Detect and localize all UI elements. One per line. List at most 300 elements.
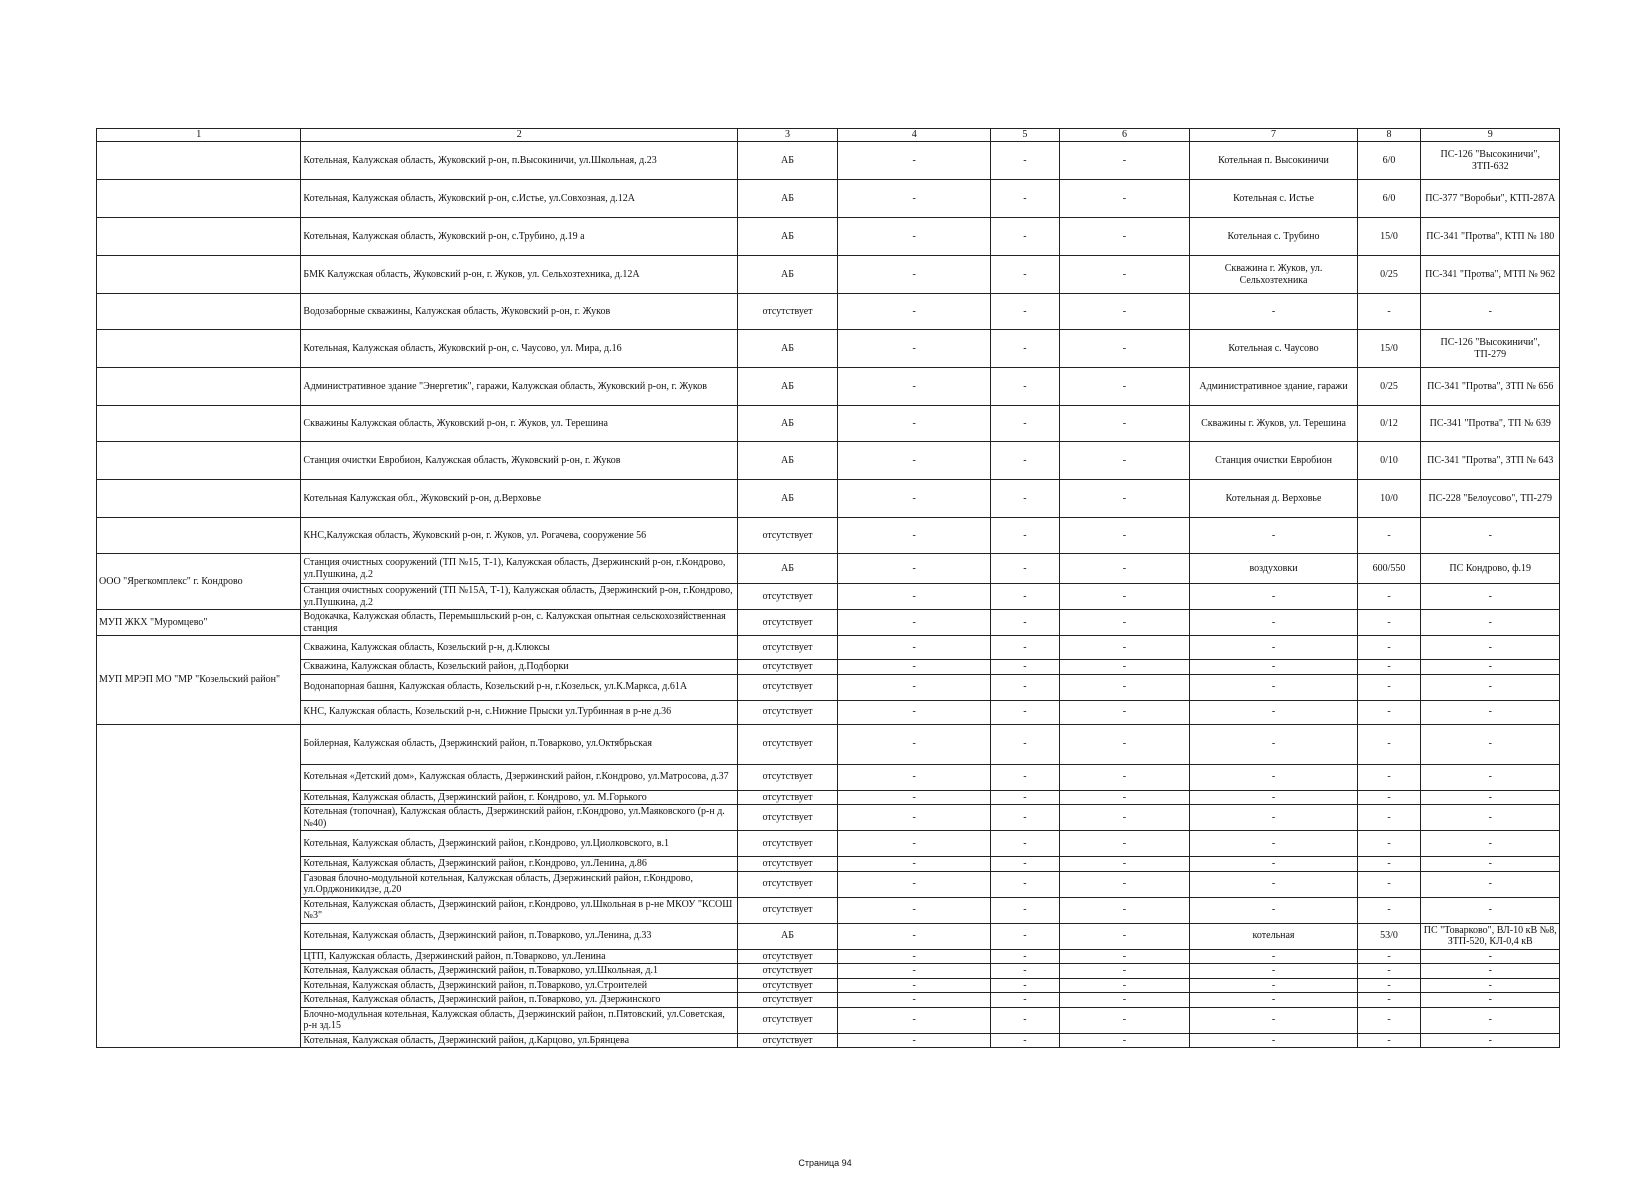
capacity-cell: -	[1357, 805, 1421, 831]
col5-cell: -	[991, 764, 1059, 790]
capacity-cell: 600/550	[1357, 554, 1421, 584]
col5-cell: -	[991, 1007, 1059, 1033]
substation-cell: -	[1421, 964, 1560, 979]
col4-cell: -	[838, 660, 991, 675]
col4-cell: -	[838, 993, 991, 1008]
col5-cell: -	[991, 554, 1059, 584]
substation-cell: ПС Кондрово, ф.19	[1421, 554, 1560, 584]
table-row	[97, 724, 1560, 764]
table-row	[97, 660, 1560, 675]
col4-cell: -	[838, 857, 991, 872]
consumer-cell: -	[1190, 897, 1357, 923]
substation-cell: -	[1421, 790, 1560, 805]
reserve-cell: отсутствует	[737, 897, 837, 923]
organization-cell	[97, 442, 301, 480]
col4-cell: -	[838, 700, 991, 724]
organization-cell: ООО "Ярегкомплекс" г. Кондрово	[97, 554, 301, 610]
col4-cell: -	[838, 871, 991, 897]
capacity-cell: -	[1357, 790, 1421, 805]
substation-cell: ПС-341 "Протва", ЗТП № 656	[1421, 368, 1560, 406]
capacity-cell: 0/25	[1357, 256, 1421, 294]
capacity-cell: -	[1357, 610, 1421, 636]
table-row	[97, 897, 1560, 923]
consumer-cell: -	[1190, 949, 1357, 964]
col5-cell: -	[991, 897, 1059, 923]
object-cell: Котельная, Калужская область, Жуковский р-он, п.Высокиничи, ул.Школьная, д.23	[301, 142, 738, 180]
reserve-cell: отсутствует	[737, 518, 837, 554]
col6-cell: -	[1059, 978, 1190, 993]
col4-cell: -	[838, 294, 991, 330]
organization-cell	[97, 294, 301, 330]
column-header: 4	[838, 129, 991, 142]
col5-cell: -	[991, 294, 1059, 330]
object-cell: Газовая блочно-модульной котельная, Калужская область, Дзержинский район, г.Кондрово, ул.Орджоникидзе, д.20	[301, 871, 738, 897]
col4-cell: -	[838, 1007, 991, 1033]
power-supply-table	[96, 128, 1560, 1048]
substation-cell: -	[1421, 831, 1560, 857]
column-header: 8	[1357, 129, 1421, 142]
object-cell: Котельная Калужская обл., Жуковский р-он, д.Верховье	[301, 480, 738, 518]
col5-cell: -	[991, 923, 1059, 949]
object-cell: Бойлерная, Калужская область, Дзержинский район, п.Товарково, ул.Октябрьская	[301, 724, 738, 764]
consumer-cell: -	[1190, 831, 1357, 857]
reserve-cell: АБ	[737, 923, 837, 949]
reserve-cell: отсутствует	[737, 993, 837, 1008]
organization-cell	[97, 406, 301, 442]
col6-cell: -	[1059, 368, 1190, 406]
capacity-cell: -	[1357, 1033, 1421, 1048]
object-cell: Котельная, Калужская область, Дзержинский район, г.Кондрово, ул.Циолковского, в.1	[301, 831, 738, 857]
capacity-cell: -	[1357, 518, 1421, 554]
col4-cell: -	[838, 805, 991, 831]
object-cell: Котельная, Калужская область, Дзержинский район, г. Кондрово, ул. М.Горького	[301, 790, 738, 805]
capacity-cell: -	[1357, 978, 1421, 993]
col4-cell: -	[838, 923, 991, 949]
capacity-cell: -	[1357, 1007, 1421, 1033]
substation-cell: -	[1421, 700, 1560, 724]
reserve-cell: АБ	[737, 218, 837, 256]
col6-cell: -	[1059, 330, 1190, 368]
object-cell: Котельная (топочная), Калужская область, Дзержинский район, г.Кондрово, ул.Маяковского (р-н д.№40)	[301, 805, 738, 831]
col6-cell: -	[1059, 949, 1190, 964]
object-cell: Котельная, Калужская область, Жуковский р-он, с.Истье, ул.Совхозная, д.12А	[301, 180, 738, 218]
substation-cell: -	[1421, 857, 1560, 872]
object-cell: Административное здание "Энергетик", гаражи, Калужская область, Жуковский р-он, г. Жуков	[301, 368, 738, 406]
col6-cell: -	[1059, 554, 1190, 584]
organization-cell	[97, 142, 301, 180]
col4-cell: -	[838, 584, 991, 610]
col4-cell: -	[838, 610, 991, 636]
organization-cell	[97, 256, 301, 294]
object-cell: Котельная, Калужская область, Дзержинский район, д.Карцово, ул.Брянцева	[301, 1033, 738, 1048]
organization-cell	[97, 330, 301, 368]
reserve-cell: отсутствует	[737, 294, 837, 330]
reserve-cell: отсутствует	[737, 964, 837, 979]
reserve-cell: АБ	[737, 406, 837, 442]
column-number-row	[97, 129, 1560, 142]
substation-cell: -	[1421, 1033, 1560, 1048]
object-cell: Котельная, Калужская область, Дзержинский район, п.Товарково, ул. Дзержинского	[301, 993, 738, 1008]
reserve-cell: отсутствует	[737, 700, 837, 724]
consumer-cell: -	[1190, 660, 1357, 675]
col5-cell: -	[991, 442, 1059, 480]
col5-cell: -	[991, 1033, 1059, 1048]
col6-cell: -	[1059, 294, 1190, 330]
col6-cell: -	[1059, 831, 1190, 857]
organization-cell	[97, 218, 301, 256]
column-header: 9	[1421, 129, 1560, 142]
col6-cell: -	[1059, 897, 1190, 923]
table-row	[97, 218, 1560, 256]
col6-cell: -	[1059, 256, 1190, 294]
organization-cell: МУП ЖКХ "Муромцево"	[97, 610, 301, 636]
table-row	[97, 964, 1560, 979]
consumer-cell: Котельная д. Верховье	[1190, 480, 1357, 518]
consumer-cell: -	[1190, 1033, 1357, 1048]
object-cell: Станция очистных сооружений (ТП №15, Т-1), Калужская область, Дзержинский р-он, г.Кондрово, ул.Пушкина, д.2	[301, 554, 738, 584]
consumer-cell: котельная	[1190, 923, 1357, 949]
table-row	[97, 480, 1560, 518]
capacity-cell: -	[1357, 700, 1421, 724]
reserve-cell: АБ	[737, 330, 837, 368]
capacity-cell: 53/0	[1357, 923, 1421, 949]
col5-cell: -	[991, 660, 1059, 675]
object-cell: Скважина, Калужская область, Козельский район, д.Подборки	[301, 660, 738, 675]
reserve-cell: отсутствует	[737, 636, 837, 660]
col6-cell: -	[1059, 610, 1190, 636]
table-row	[97, 790, 1560, 805]
col5-cell: -	[991, 674, 1059, 700]
reserve-cell: отсутствует	[737, 1033, 837, 1048]
table-row	[97, 1007, 1560, 1033]
substation-cell: -	[1421, 871, 1560, 897]
page-number: Страница 94	[798, 1158, 852, 1168]
consumer-cell: воздуховки	[1190, 554, 1357, 584]
table-row	[97, 1033, 1560, 1048]
table-row	[97, 636, 1560, 660]
reserve-cell: отсутствует	[737, 949, 837, 964]
column-header: 5	[991, 129, 1059, 142]
col6-cell: -	[1059, 660, 1190, 675]
col6-cell: -	[1059, 857, 1190, 872]
consumer-cell: Скважины г. Жуков, ул. Терешина	[1190, 406, 1357, 442]
capacity-cell: -	[1357, 831, 1421, 857]
column-header: 3	[737, 129, 837, 142]
substation-cell: ПС-228 "Белоусово", ТП-279	[1421, 480, 1560, 518]
col4-cell: -	[838, 180, 991, 218]
consumer-cell: Скважина г. Жуков, ул. Сельхозтехника	[1190, 256, 1357, 294]
consumer-cell: Станция очистки Евробион	[1190, 442, 1357, 480]
substation-cell: -	[1421, 518, 1560, 554]
table-row	[97, 554, 1560, 584]
substation-cell: -	[1421, 584, 1560, 610]
col4-cell: -	[838, 674, 991, 700]
object-cell: БМК Калужская область, Жуковский р-он, г. Жуков, ул. Сельхозтехника, д.12А	[301, 256, 738, 294]
consumer-cell: -	[1190, 978, 1357, 993]
column-header: 2	[301, 129, 738, 142]
reserve-cell: АБ	[737, 368, 837, 406]
consumer-cell: Котельная с. Трубино	[1190, 218, 1357, 256]
organization-cell	[97, 724, 301, 1048]
consumer-cell: Котельная с. Истье	[1190, 180, 1357, 218]
col5-cell: -	[991, 480, 1059, 518]
object-cell: Котельная, Калужская область, Дзержинский район, п.Товарково, ул.Строителей	[301, 978, 738, 993]
col4-cell: -	[838, 480, 991, 518]
capacity-cell: -	[1357, 724, 1421, 764]
consumer-cell: -	[1190, 790, 1357, 805]
consumer-cell: -	[1190, 993, 1357, 1008]
reserve-cell: отсутствует	[737, 871, 837, 897]
col4-cell: -	[838, 554, 991, 584]
capacity-cell: -	[1357, 764, 1421, 790]
organization-cell	[97, 518, 301, 554]
object-cell: Водонапорная башня, Калужская область, Козельский р-н, г.Козельск, ул.К.Маркса, д.61А	[301, 674, 738, 700]
organization-cell: МУП МРЭП МО "МР "Козельский район"	[97, 636, 301, 725]
table-row	[97, 949, 1560, 964]
consumer-cell: Котельная п. Высокиничи	[1190, 142, 1357, 180]
capacity-cell: -	[1357, 871, 1421, 897]
reserve-cell: отсутствует	[737, 790, 837, 805]
col6-cell: -	[1059, 764, 1190, 790]
substation-cell: ПС-341 "Протва", КТП № 180	[1421, 218, 1560, 256]
col5-cell: -	[991, 831, 1059, 857]
col5-cell: -	[991, 584, 1059, 610]
consumer-cell: -	[1190, 636, 1357, 660]
capacity-cell: -	[1357, 660, 1421, 675]
reserve-cell: отсутствует	[737, 805, 837, 831]
substation-cell: -	[1421, 993, 1560, 1008]
col5-cell: -	[991, 700, 1059, 724]
substation-cell: ПС "Товарково", ВЛ-10 кВ №8, ЗТП-520, КЛ-0,4 кВ	[1421, 923, 1560, 949]
consumer-cell: -	[1190, 964, 1357, 979]
substation-cell: -	[1421, 764, 1560, 790]
table-row	[97, 406, 1560, 442]
object-cell: Скважины Калужская область, Жуковский р-он, г. Жуков, ул. Терешина	[301, 406, 738, 442]
col6-cell: -	[1059, 724, 1190, 764]
reserve-cell: АБ	[737, 142, 837, 180]
col5-cell: -	[991, 993, 1059, 1008]
col5-cell: -	[991, 610, 1059, 636]
reserve-cell: АБ	[737, 180, 837, 218]
object-cell: Скважина, Калужская область, Козельский р-н, д.Клюксы	[301, 636, 738, 660]
reserve-cell: отсутствует	[737, 857, 837, 872]
table-row	[97, 368, 1560, 406]
substation-cell: -	[1421, 660, 1560, 675]
table-row	[97, 923, 1560, 949]
object-cell: ЦТП, Калужская область, Дзержинский район, п.Товарково, ул.Ленина	[301, 949, 738, 964]
col6-cell: -	[1059, 993, 1190, 1008]
capacity-cell: -	[1357, 294, 1421, 330]
table-row	[97, 978, 1560, 993]
col5-cell: -	[991, 636, 1059, 660]
object-cell: Водокачка, Калужская область, Перемышльский р-он, с. Калужская опытная сельскохозяйственная станция	[301, 610, 738, 636]
col5-cell: -	[991, 406, 1059, 442]
capacity-cell: -	[1357, 636, 1421, 660]
substation-cell: -	[1421, 610, 1560, 636]
consumer-cell: -	[1190, 724, 1357, 764]
capacity-cell: -	[1357, 897, 1421, 923]
reserve-cell: отсутствует	[737, 674, 837, 700]
substation-cell: -	[1421, 636, 1560, 660]
column-header: 6	[1059, 129, 1190, 142]
substation-cell: -	[1421, 724, 1560, 764]
col6-cell: -	[1059, 480, 1190, 518]
substation-cell: -	[1421, 949, 1560, 964]
reserve-cell: отсутствует	[737, 724, 837, 764]
col4-cell: -	[838, 142, 991, 180]
reserve-cell: отсутствует	[737, 831, 837, 857]
col5-cell: -	[991, 180, 1059, 218]
col6-cell: -	[1059, 964, 1190, 979]
table-row	[97, 610, 1560, 636]
substation-cell: -	[1421, 805, 1560, 831]
col6-cell: -	[1059, 923, 1190, 949]
col4-cell: -	[838, 368, 991, 406]
col6-cell: -	[1059, 218, 1190, 256]
object-cell: Станция очистки Евробион, Калужская область, Жуковский р-он, г. Жуков	[301, 442, 738, 480]
capacity-cell: -	[1357, 949, 1421, 964]
capacity-cell: 10/0	[1357, 480, 1421, 518]
col6-cell: -	[1059, 442, 1190, 480]
table-row	[97, 674, 1560, 700]
object-cell: Котельная, Калужская область, Жуковский р-он, с. Чаусово, ул. Мира, д.16	[301, 330, 738, 368]
capacity-cell: 6/0	[1357, 180, 1421, 218]
col4-cell: -	[838, 964, 991, 979]
col4-cell: -	[838, 1033, 991, 1048]
column-header: 7	[1190, 129, 1357, 142]
col4-cell: -	[838, 406, 991, 442]
substation-cell: ПС-341 "Протва", ЗТП № 643	[1421, 442, 1560, 480]
table-row	[97, 142, 1560, 180]
consumer-cell: -	[1190, 857, 1357, 872]
substation-cell: ПС-377 "Воробьи", КТП-287А	[1421, 180, 1560, 218]
consumer-cell: -	[1190, 805, 1357, 831]
object-cell: Станция очистных сооружений (ТП №15А, Т-1), Калужская область, Дзержинский р-он, г.Кондрово, ул.Пушкина, д.2	[301, 584, 738, 610]
col6-cell: -	[1059, 1033, 1190, 1048]
capacity-cell: -	[1357, 964, 1421, 979]
col5-cell: -	[991, 871, 1059, 897]
substation-cell: ПС-341 "Протва", ТП № 639	[1421, 406, 1560, 442]
object-cell: Котельная, Калужская область, Дзержинский район, п.Товарково, ул.Школьная, д.1	[301, 964, 738, 979]
col6-cell: -	[1059, 180, 1190, 218]
col5-cell: -	[991, 949, 1059, 964]
col6-cell: -	[1059, 790, 1190, 805]
substation-cell: -	[1421, 1007, 1560, 1033]
capacity-cell: 0/10	[1357, 442, 1421, 480]
table-row	[97, 330, 1560, 368]
reserve-cell: отсутствует	[737, 1007, 837, 1033]
capacity-cell: -	[1357, 674, 1421, 700]
capacity-cell: -	[1357, 993, 1421, 1008]
col4-cell: -	[838, 790, 991, 805]
col5-cell: -	[991, 368, 1059, 406]
object-cell: Котельная, Калужская область, Дзержинский район, г.Кондрово, ул.Ленина, д.86	[301, 857, 738, 872]
col6-cell: -	[1059, 700, 1190, 724]
table-row	[97, 256, 1560, 294]
col4-cell: -	[838, 330, 991, 368]
reserve-cell: отсутствует	[737, 978, 837, 993]
consumer-cell: -	[1190, 674, 1357, 700]
table-row	[97, 831, 1560, 857]
substation-cell: -	[1421, 294, 1560, 330]
object-cell: Котельная, Калужская область, Дзержинский район, г.Кондрово, ул.Школьная в р-не МКОУ "КСОШ №3"	[301, 897, 738, 923]
col4-cell: -	[838, 897, 991, 923]
capacity-cell: -	[1357, 857, 1421, 872]
consumer-cell: -	[1190, 871, 1357, 897]
col5-cell: -	[991, 142, 1059, 180]
substation-cell: -	[1421, 897, 1560, 923]
col6-cell: -	[1059, 674, 1190, 700]
col6-cell: -	[1059, 518, 1190, 554]
reserve-cell: АБ	[737, 442, 837, 480]
reserve-cell: отсутствует	[737, 584, 837, 610]
table-row	[97, 764, 1560, 790]
col5-cell: -	[991, 805, 1059, 831]
object-cell: КНС, Калужская область, Козельский р-н, с.Нижние Прыски ул.Турбинная в р-не д.36	[301, 700, 738, 724]
table-row	[97, 180, 1560, 218]
reserve-cell: отсутствует	[737, 764, 837, 790]
table-row	[97, 294, 1560, 330]
capacity-cell: 6/0	[1357, 142, 1421, 180]
capacity-cell: 15/0	[1357, 330, 1421, 368]
object-cell: Котельная, Калужская область, Дзержинский район, п.Товарково, ул.Ленина, д.33	[301, 923, 738, 949]
col4-cell: -	[838, 218, 991, 256]
col6-cell: -	[1059, 805, 1190, 831]
col6-cell: -	[1059, 1007, 1190, 1033]
col6-cell: -	[1059, 871, 1190, 897]
col4-cell: -	[838, 724, 991, 764]
col6-cell: -	[1059, 636, 1190, 660]
col6-cell: -	[1059, 142, 1190, 180]
table-row	[97, 871, 1560, 897]
col5-cell: -	[991, 330, 1059, 368]
table-row	[97, 805, 1560, 831]
col5-cell: -	[991, 518, 1059, 554]
col5-cell: -	[991, 790, 1059, 805]
capacity-cell: 0/12	[1357, 406, 1421, 442]
reserve-cell: АБ	[737, 554, 837, 584]
col5-cell: -	[991, 978, 1059, 993]
consumer-cell: Административное здание, гаражи	[1190, 368, 1357, 406]
organization-cell	[97, 180, 301, 218]
object-cell: Котельная «Детский дом», Калужская область, Дзержинский район, г.Кондрово, ул.Матросова, д.37	[301, 764, 738, 790]
reserve-cell: АБ	[737, 480, 837, 518]
table-row	[97, 993, 1560, 1008]
substation-cell: ПС-126 "Высокиничи", ТП-279	[1421, 330, 1560, 368]
consumer-cell: -	[1190, 1007, 1357, 1033]
col5-cell: -	[991, 724, 1059, 764]
col5-cell: -	[991, 857, 1059, 872]
col4-cell: -	[838, 256, 991, 294]
col4-cell: -	[838, 636, 991, 660]
substation-cell: ПС-126 "Высокиничи", ЗТП-632	[1421, 142, 1560, 180]
consumer-cell: -	[1190, 764, 1357, 790]
col5-cell: -	[991, 964, 1059, 979]
consumer-cell: -	[1190, 294, 1357, 330]
substation-cell: -	[1421, 674, 1560, 700]
capacity-cell: -	[1357, 584, 1421, 610]
substation-cell: -	[1421, 978, 1560, 993]
organization-cell	[97, 368, 301, 406]
organization-cell	[97, 480, 301, 518]
col4-cell: -	[838, 978, 991, 993]
reserve-cell: отсутствует	[737, 610, 837, 636]
col4-cell: -	[838, 831, 991, 857]
col4-cell: -	[838, 764, 991, 790]
consumer-cell: -	[1190, 518, 1357, 554]
column-header: 1	[97, 129, 301, 142]
object-cell: Блочно-модульная котельная, Калужская область, Дзержинский район, п.Пятовский, ул.Советская, р-н зд.15	[301, 1007, 738, 1033]
